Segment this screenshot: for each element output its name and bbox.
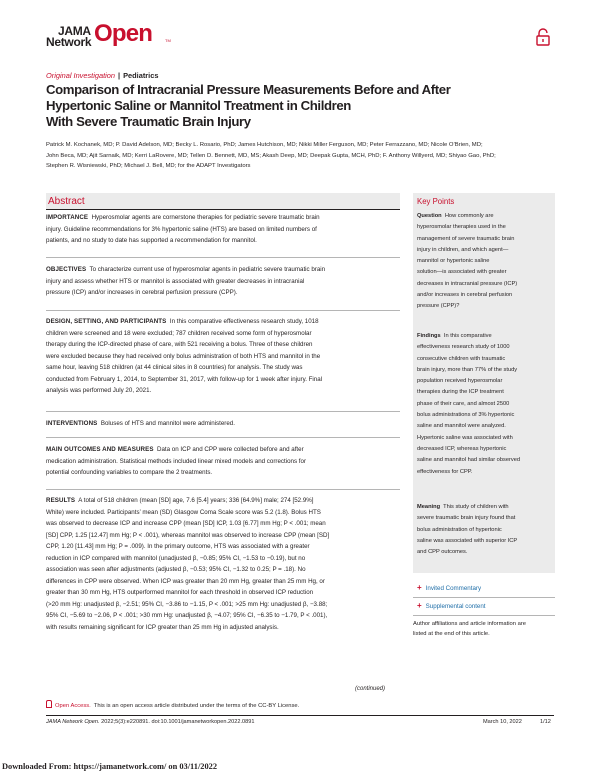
download-stamp: Downloaded From: https://jamanetwork.com/ on 03/11/2022 xyxy=(2,762,218,771)
open-access-icon xyxy=(46,700,52,708)
findings-label: Findings xyxy=(417,333,441,339)
section-divider xyxy=(46,310,400,311)
section-divider xyxy=(46,437,400,438)
plus-icon: + xyxy=(417,583,422,592)
question-label: Question xyxy=(417,213,442,219)
article-section xyxy=(46,71,158,80)
section-subject[interactable]: Pediatrics xyxy=(123,71,159,80)
key-points-question: Question How commonly are hyperosmolar therapies used in the management of severe traumatic brain injury in children, and which agent— mannitol or hypertonic saline solution—is associated with greater decreases in intracranial pressure (ICP) and/or increases in cerebral perfusion pressure (CPP)? xyxy=(417,213,518,310)
title-line: Hypertonic Saline or Mannitol Treatment in Children xyxy=(46,98,351,114)
importance-label: IMPORTANCE xyxy=(46,214,89,221)
supplemental-content-link[interactable]: + Supplemental content xyxy=(417,601,486,610)
author-line: John Beca, MD; Ajit Sarnaik, MD; Kerri LaRovere, MD; Tellen D. Bennett, MD, MS; Akash Deep, MD; Deepak Gupta, MCH, PhD; F. Anthony Willyerd, MD; Shiyao Gao, PhD; xyxy=(46,152,496,159)
article-title xyxy=(46,82,526,131)
journal-logo xyxy=(46,26,91,48)
meaning-label: Meaning xyxy=(417,504,441,510)
section-divider xyxy=(46,257,400,258)
author-line: Patrick M. Kochanek, MD; P. David Adelson, MD; Becky L. Rosario, PhD; James Hutchison, MD; Nikki Miller Ferguson, MD; Peter Ferrazzano, MD; Nicole O’Brien, MD; xyxy=(46,142,483,148)
section-divider xyxy=(46,411,400,412)
open-access-label[interactable]: Open Access. xyxy=(55,703,91,709)
abstract-importance: IMPORTANCE Hyperosmolar agents are cornerstone therapies for pediatric severe traumatic brain injury. Guideline recommendations for 3% hypertonic saline (HTS) are based on limited numbers of patients, and no study to date has supported a recommendation for mannitol. xyxy=(46,214,320,244)
journal-name: JAMA Network Open. xyxy=(46,719,100,725)
sidebar-divider xyxy=(413,597,555,598)
page-number: 1/12 xyxy=(540,719,551,725)
logo-open-text: Open xyxy=(94,20,153,47)
section-divider xyxy=(46,489,400,490)
invited-commentary-link[interactable]: + Invited Commentary xyxy=(417,583,482,592)
open-access-notice xyxy=(46,700,299,709)
sidebar-divider xyxy=(413,615,555,616)
abstract-objectives: OBJECTIVES To characterize current use of hyperosmolar agents in pediatric severe traumatic brain injury and assess whether HTS or mannitol is associated with greater decreases in intracranial pressure (ICP) and/or increases in cerebral perfusion pressure (CPP). xyxy=(46,266,326,296)
continued-note: (continued) xyxy=(355,686,386,692)
open-access-lock-icon xyxy=(536,28,550,46)
plus-icon: + xyxy=(417,601,422,610)
key-points-meaning: Meaning This study of children with severe traumatic brain injury found that bolus administration of hypertonic saline was associated with superior ICP and CPP outcomes. xyxy=(417,504,518,556)
logo-jama-text: JAMA xyxy=(58,24,91,38)
abstract-outcomes: MAIN OUTCOMES AND MEASURES Data on ICP and CPP were collected before and after medication administration. Statistical methods included linear mixed models and corrections for potential confounding variables to compare the 2 treatments. xyxy=(46,446,306,476)
publication-date: March 10, 2022 xyxy=(483,719,522,725)
logo-network-text: Network xyxy=(46,35,92,49)
open-access-text: This is an open access article distributed under the terms of the CC-BY License. xyxy=(93,703,300,709)
abstract-design: DESIGN, SETTING, AND PARTICIPANTS In this comparative effectiveness research study, 1018 children were screened and 18 were excluded; 787 children received some form of hyperosmolar therapy during the ICP-directed phase of care, with 521 receiving a bolus. Three of these children were excluded because they had received only bolus administration of both HTS and mannitol in the same hour, leaving 518 children (at 44 clinical sites in 8 countries) for analysis. The study was conducted from February 1, 2014, to September 31, 2017, with follow-up for 1 week after injury. Final analysis was performed July 20, 2021. xyxy=(46,318,323,394)
author-list xyxy=(46,140,556,172)
section-separator: | xyxy=(118,71,121,80)
abstract-interventions: INTERVENTIONS Boluses of HTS and mannitol were administered. xyxy=(46,420,235,427)
interventions-label: INTERVENTIONS xyxy=(46,420,98,427)
objectives-label: OBJECTIVES xyxy=(46,266,87,273)
outcomes-label: MAIN OUTCOMES AND MEASURES xyxy=(46,446,154,453)
affiliations-note: Author affiliations and article information are listed at the end of this article. xyxy=(413,621,526,637)
abstract-rule xyxy=(46,209,400,210)
footer-rule xyxy=(46,715,554,716)
title-line: Comparison of Intracranial Pressure Measurements Before and After xyxy=(46,82,451,97)
title-line: With Severe Traumatic Brain Injury xyxy=(46,114,251,130)
abstract-results: RESULTS A total of 518 children (mean [SD] age, 7.6 [5.4] years; 336 [64.9%] male; 274 [52.9%] White) were included. Participants’ mean (SD) Glasgow Coma Scale score was 5.2 (1.8). Bolus HTS was observed to decrease ICP and increase CPP (mean [SD] ICP, 1.03 [6.77] mm Hg; P < .001; mean [SD] CPP, 1.25 [12.47] mm Hg; P < .001), whereas mannitol was observed to increase CPP (mean [SD] CPP, 1.20 [11.43] mm Hg; P = .009). In the primary outcome, HTS was associated with a greater reduction in ICP compared with mannitol (unadjusted β, −0.85; 95% CI, −1.53 to −0.19), but no association was seen after adjustments (adjusted β, −0.53; 95% CI, −1.32 to 0.25; P = .18). No differences in CPP were observed. When ICP was greater than 20 mm Hg, greater than 25 mm Hg, or greater than 30 mm Hg, HTS outperformed mannitol for each threshold in observed ICP reduction (>20 mm Hg: unadjusted β, −2.51; 95% CI, −3.86 to −1.15, P < .001; >25 mm Hg: unadjusted β, −3.88; 95% CI, −5.69 to −2.06, P < .001; >30 mm Hg: unadjusted β, −4.07; 95% CI, −6.35 to −1.79, P < .001), with results remaining significant for ICP greater than 25 mm Hg in adjusted analysis. xyxy=(46,497,330,631)
section-type[interactable]: Original Investigation xyxy=(46,71,116,80)
logo-tm: TM xyxy=(165,38,171,43)
citation-text: 2022;5(3):e220891. doi:10.1001/jamanetworkopen.2022.0891 xyxy=(101,719,255,725)
abstract-heading: Abstract xyxy=(48,196,85,207)
abstract-heading-bar xyxy=(46,193,400,209)
citation-line xyxy=(46,719,254,725)
key-points-findings: Findings In this comparative effectiveness research study of 1000 consecutive children with traumatic brain injury, more than 77% of the study population received hyperosmolar therapies during the ICP treatment phase of their care, and almost 2500 bolus administrations of 3% hypertonic saline and mannitol were analyzed. Hypertonic saline was associated with decreased ICP, whereas hypertonic saline and mannitol had similar observed effectiveness for CPP. xyxy=(417,333,521,475)
design-label: DESIGN, SETTING, AND PARTICIPANTS xyxy=(46,318,167,325)
results-label: RESULTS xyxy=(46,497,76,504)
key-points-heading: Key Points xyxy=(417,197,455,206)
author-line: Stephen R. Wisniewski, PhD; Michael J. Bell, MD; for the ADAPT Investigators xyxy=(46,163,251,170)
